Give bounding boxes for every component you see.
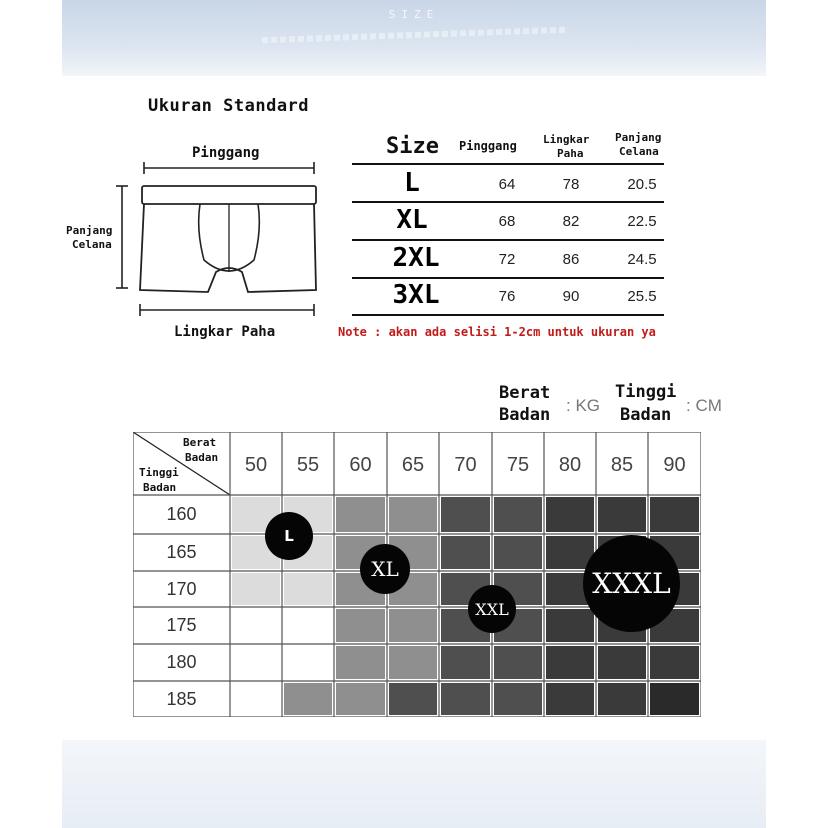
table-header-thigh-line2: Paha	[557, 147, 584, 160]
waist-cell: 72	[498, 251, 516, 268]
length-cell: 22.5	[627, 213, 657, 230]
weight-column-header: 80	[558, 454, 582, 476]
size-cell: XL	[396, 205, 428, 235]
table-divider	[352, 277, 664, 279]
shorts-outline	[140, 204, 316, 292]
table-row	[352, 205, 664, 243]
height-row-header: 165	[166, 542, 197, 562]
weight-column-header: 85	[610, 454, 634, 476]
standard-size-title: Ukuran Standard	[148, 96, 310, 116]
waistband	[142, 186, 316, 204]
header-banner	[62, 0, 766, 76]
size-badge-l: L	[265, 512, 313, 560]
size-badge-xxxl: XXXL	[583, 535, 680, 632]
corner-weight-line1: Berat	[183, 436, 217, 449]
table-divider	[352, 163, 664, 165]
height-unit: : CM	[686, 396, 722, 415]
weight-column-header: 90	[663, 454, 686, 476]
weight-column-header: 55	[296, 454, 320, 476]
waist-cell: 76	[498, 288, 516, 305]
thigh-cell: 86	[562, 251, 580, 268]
weight-column-header: 50	[244, 454, 268, 476]
size-badge-xxl: XXL	[468, 585, 516, 633]
waist-label: Pinggang	[192, 145, 260, 161]
waist-cell: 64	[498, 176, 516, 193]
thigh-cell: 82	[562, 213, 580, 230]
height-row-header: 180	[166, 652, 197, 672]
table-header-size: Size	[386, 134, 439, 159]
length-cell: 20.5	[627, 176, 657, 193]
footer-banner	[62, 740, 766, 828]
height-row-header: 170	[166, 579, 197, 599]
banner-size-text: SIZE	[388, 8, 440, 21]
table-row	[352, 243, 664, 281]
size-cell: 2XL	[392, 243, 440, 273]
length-label-line1: Panjang	[66, 224, 113, 237]
size-cell: 3XL	[392, 280, 440, 310]
waist-cell: 68	[498, 213, 516, 230]
table-header-waist: Pinggang	[459, 139, 517, 153]
table-divider	[352, 239, 664, 241]
thigh-cell: 78	[562, 176, 580, 193]
weight-column-header: 75	[506, 454, 530, 476]
corner-height-line1: Tinggi	[139, 466, 179, 479]
table-divider	[352, 201, 664, 203]
length-cell: 24.5	[627, 251, 657, 268]
weight-unit: : KG	[566, 396, 601, 415]
weight-column-header: 65	[401, 454, 425, 476]
height-row-header: 175	[166, 615, 197, 635]
size-note: Note : akan ada selisi 1-2cm untuk ukuran ya	[338, 325, 656, 339]
length-cell: 25.5	[627, 288, 657, 305]
banner-subtitle-line	[262, 27, 566, 44]
height-row-header: 160	[166, 504, 197, 524]
corner-height-line2: Badan	[143, 481, 177, 494]
size-cell: L	[404, 168, 420, 198]
table-header-length-line1: Panjang	[615, 131, 662, 144]
thigh-label: Lingkar Paha	[174, 324, 276, 340]
height-row-header: 185	[166, 689, 197, 709]
table-header-length-line2: Celana	[619, 145, 659, 158]
weight-label-line1: Berat	[499, 383, 551, 403]
underwear-diagram	[100, 160, 340, 320]
weight-column-header: 70	[454, 454, 477, 476]
page-margin-left	[0, 0, 62, 828]
weight-column-header: 60	[349, 454, 372, 476]
table-header-thigh-line1: Lingkar	[543, 133, 590, 146]
length-label-line2: Celana	[72, 238, 112, 251]
size-badge-xl: XL	[360, 544, 410, 594]
height-label-line1: Tinggi	[615, 382, 677, 402]
weight-label-line2: Badan	[499, 405, 551, 425]
height-label-line2: Badan	[620, 405, 672, 425]
table-divider	[352, 314, 664, 316]
page-margin-right	[766, 0, 828, 828]
table-row	[352, 280, 664, 318]
corner-weight-line2: Badan	[185, 451, 219, 464]
thigh-cell: 90	[562, 288, 580, 305]
